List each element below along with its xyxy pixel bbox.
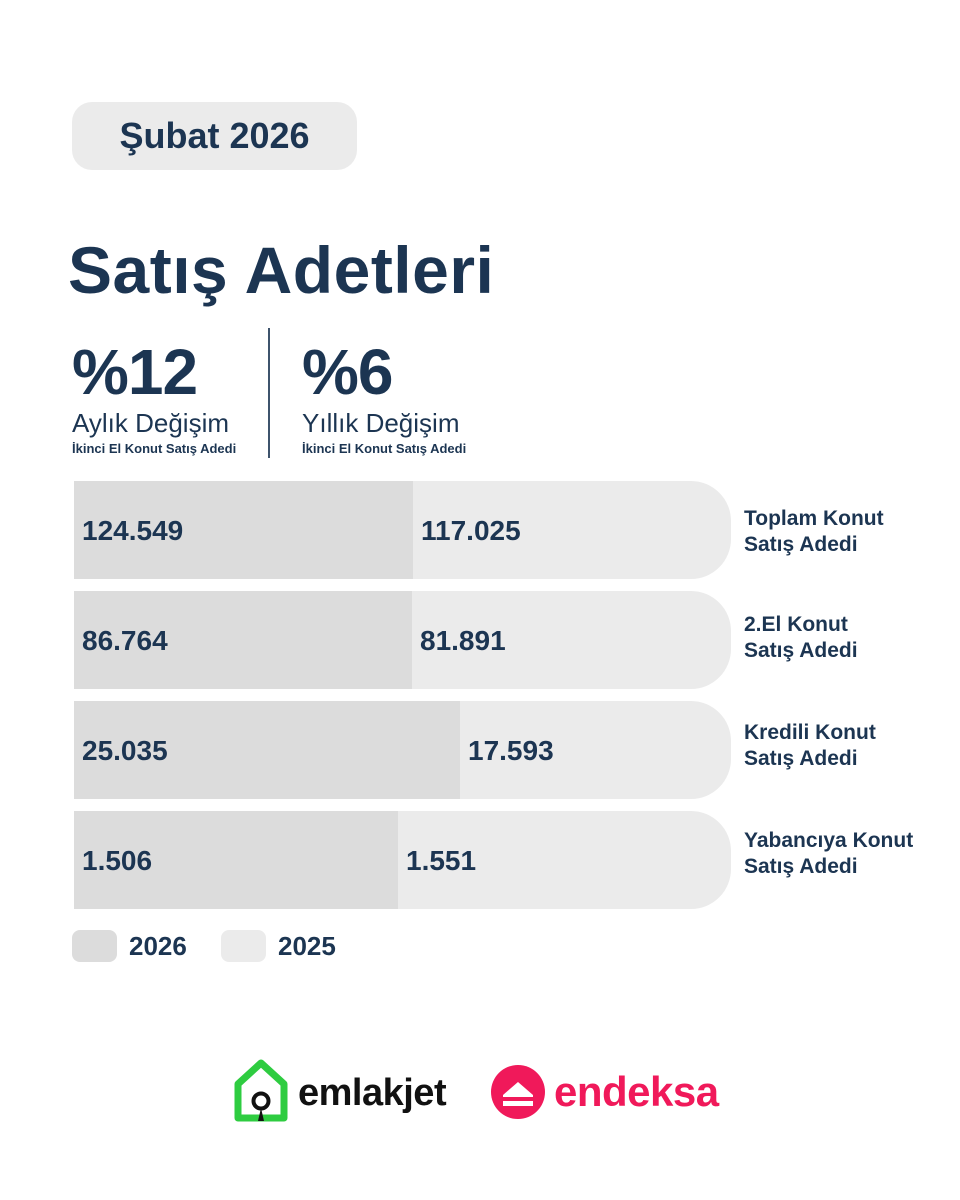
category-label-second-hand — [744, 612, 954, 664]
data-label-2026: 25.035 — [82, 735, 168, 766]
data-label-2026: 1.506 — [82, 845, 153, 876]
category-label-foreign — [744, 828, 954, 880]
endeksa-home-icon — [490, 1064, 546, 1120]
period-label: Şubat 2026 — [119, 115, 310, 156]
endeksa-logo — [490, 1064, 719, 1120]
category-label-line: Satış Adedi — [744, 533, 858, 556]
legend-label-2026: 2026 — [129, 930, 187, 961]
category-label-line: Satış Adedi — [744, 855, 858, 878]
category-label-mortgage — [744, 720, 954, 772]
bar-row — [74, 481, 731, 579]
page-title: Satış Adetleri — [68, 233, 495, 307]
endeksa-wordmark: endeksa — [554, 1068, 719, 1115]
category-label-line: 2.El Konut — [744, 613, 848, 636]
bar-row — [74, 811, 731, 909]
category-label-total — [744, 506, 954, 558]
monthly-change-subtitle: İkinci El Konut Satış Adedi — [72, 441, 237, 456]
legend-item-2025 — [221, 930, 336, 962]
data-label-2025: 17.593 — [468, 735, 554, 766]
monthly-change-value: %12 — [72, 336, 198, 408]
emlakjet-house-icon — [234, 1058, 288, 1128]
data-label-2026: 86.764 — [82, 625, 168, 656]
category-label-line: Kredili Konut — [744, 721, 876, 744]
emlakjet-wordmark: emlakjet — [298, 1071, 447, 1114]
data-label-2025: 81.891 — [420, 625, 506, 656]
data-label-2026: 124.549 — [82, 515, 184, 546]
bar-row — [74, 701, 731, 799]
yearly-change-label: Yıllık Değişim — [302, 408, 460, 438]
emlakjet-logo — [234, 1058, 446, 1128]
category-label-line: Satış Adedi — [744, 639, 858, 662]
yearly-change-value: %6 — [302, 336, 393, 408]
legend-swatch-2025 — [221, 930, 266, 962]
data-label-2025: 117.025 — [421, 515, 521, 546]
legend-swatch-2026 — [72, 930, 117, 962]
category-label-line: Yabancıya Konut — [744, 829, 914, 852]
data-label-2025: 1.551 — [406, 845, 477, 876]
legend-label-2025: 2025 — [278, 930, 336, 961]
monthly-change-label: Aylık Değişim — [72, 408, 230, 438]
category-label-line: Satış Adedi — [744, 747, 858, 770]
legend-item-2026 — [72, 930, 187, 962]
category-label-line: Toplam Konut — [744, 507, 884, 530]
bar-row — [74, 591, 731, 689]
yearly-change-subtitle: İkinci El Konut Satış Adedi — [302, 441, 467, 456]
